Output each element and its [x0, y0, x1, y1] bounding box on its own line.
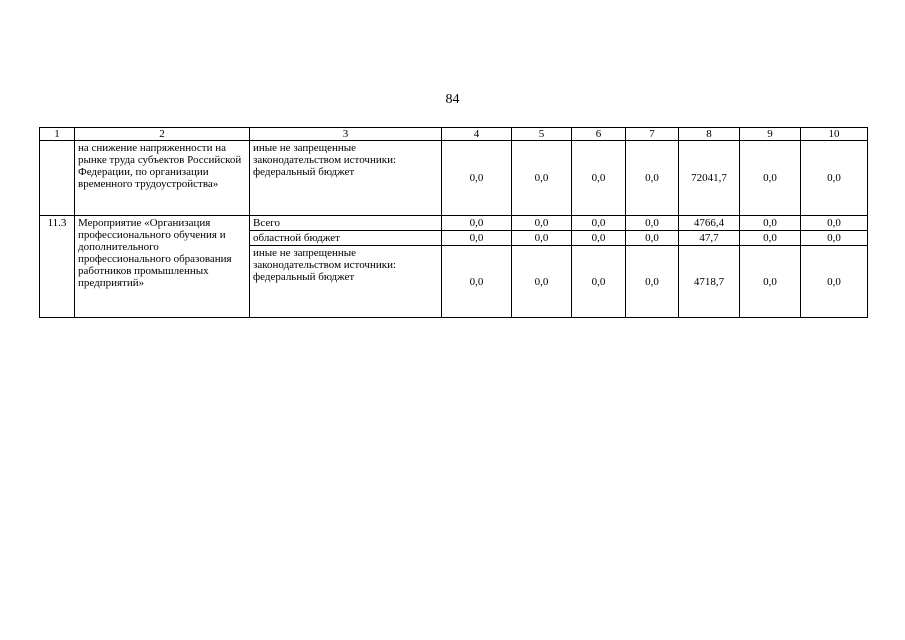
value-cell: 0,0	[572, 216, 626, 231]
value-cell: 0,0	[740, 141, 801, 216]
budget-table	[39, 127, 868, 318]
item-index: 11.3	[40, 216, 75, 318]
value-cell: 0,0	[442, 216, 512, 231]
value-cell: 0,0	[572, 141, 626, 216]
value-cell: 0,0	[512, 246, 572, 318]
value-cell: 0,0	[512, 141, 572, 216]
value-cell: 0,0	[512, 216, 572, 231]
funding-source: иные не запрещенные законодательством источники: федеральный бюджет	[250, 141, 442, 216]
value-cell: 0,0	[442, 231, 512, 246]
item-name: на снижение напряженности на рынке труда субъектов Российской Федерации, по организации временного трудоустройства»	[75, 141, 250, 216]
table-row	[40, 141, 868, 216]
column-header: 10	[801, 128, 868, 141]
funding-source: иные не запрещенные законодательством источники: федеральный бюджет	[250, 246, 442, 318]
value-cell: 0,0	[801, 231, 868, 246]
value-cell: 0,0	[512, 231, 572, 246]
value-cell: 0,0	[626, 216, 679, 231]
value-cell: 0,0	[572, 246, 626, 318]
value-cell: 0,0	[442, 141, 512, 216]
value-cell: 0,0	[626, 246, 679, 318]
item-index	[40, 141, 75, 216]
value-cell: 0,0	[740, 216, 801, 231]
value-cell: 0,0	[740, 231, 801, 246]
column-header: 9	[740, 128, 801, 141]
value-cell: 72041,7	[679, 141, 740, 216]
column-header: 1	[40, 128, 75, 141]
funding-source: областной бюджет	[250, 231, 442, 246]
column-header: 5	[512, 128, 572, 141]
value-cell: 0,0	[572, 231, 626, 246]
value-cell: 0,0	[801, 216, 868, 231]
value-cell: 0,0	[740, 246, 801, 318]
column-number-row	[40, 128, 868, 141]
column-header: 8	[679, 128, 740, 141]
funding-source: Всего	[250, 216, 442, 231]
column-header: 3	[250, 128, 442, 141]
column-header: 6	[572, 128, 626, 141]
value-cell: 4718,7	[679, 246, 740, 318]
table-row	[40, 216, 868, 231]
value-cell: 0,0	[801, 141, 868, 216]
item-name: Мероприятие «Организация профессионального обучения и дополнительного профессионального образования работников промышленных предприятий»	[75, 216, 250, 318]
page-number: 84	[445, 92, 460, 107]
column-header: 4	[442, 128, 512, 141]
value-cell: 0,0	[626, 231, 679, 246]
column-header: 7	[626, 128, 679, 141]
value-cell: 0,0	[626, 141, 679, 216]
value-cell: 0,0	[801, 246, 868, 318]
value-cell: 4766,4	[679, 216, 740, 231]
column-header: 2	[75, 128, 250, 141]
value-cell: 47,7	[679, 231, 740, 246]
value-cell: 0,0	[442, 246, 512, 318]
